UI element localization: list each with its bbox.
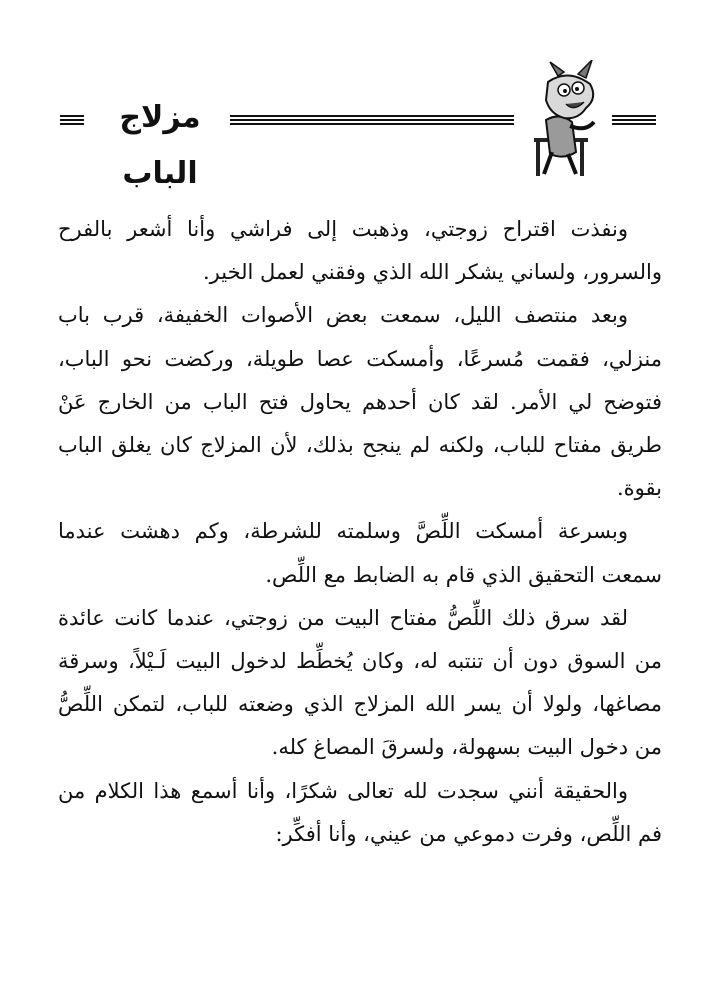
story-body — [58, 208, 662, 856]
paragraph: وبسرعة أمسكت اللِّصَّ وسلمته للشرطة، وكم دهشت عندما سمعت التحقيق الذي قام به الضابط مع اللِّص. — [58, 519, 662, 587]
header-rule-right — [612, 114, 656, 126]
paragraph: ونفذت اقتراح زوجتي، وذهبت إلى فراشي وأنا أشعر بالفرح والسرور، ولساني يشكر الله الذي وفقني لعمل الخير. — [58, 217, 662, 285]
paragraph: والحقيقة أنني سجدت لله تعالى شكرًا، وأنا أسمع هذا الكلام من فم اللِّص، وفرت دموعي من عيني، وأنا أفكِّر: — [58, 778, 662, 846]
paragraph: وبعد منتصف الليل، سمعت بعض الأصوات الخفيفة، قرب باب منزلي، فقمت مُسرعًا، وأمسكت عصا طويلة، وركضت نحو الباب، فتوضح لي الأمر. لقد كان أحدهم يحاول فتح الباب من الخارج عَنْ طريق مفتاح للباب، ولكنه لم ينجح بذلك، لأن المزلاج كان يغلق الباب بقوة. — [58, 303, 662, 501]
chapter-title: مزلاج الباب — [119, 100, 201, 191]
donkey-mascot-icon — [520, 60, 610, 180]
header-rule-middle — [230, 114, 514, 126]
paragraph: لقد سرق ذلك اللِّصُّ مفتاح البيت من زوجتي، عندما كانت عائدة من السوق دون أن تنتبه له، وكان يُخطِّط لدخول البيت لَـيْلاً، وسرقة مصاغها، ولولا أن يسر الله المزلاج الذي وضعته للباب، لتمكن اللِّصُّ من دخول البيت بسهولة، ولسرقَ المصاغ كله. — [58, 605, 662, 760]
header-rule-left — [60, 114, 84, 126]
chapter-header — [0, 60, 720, 191]
